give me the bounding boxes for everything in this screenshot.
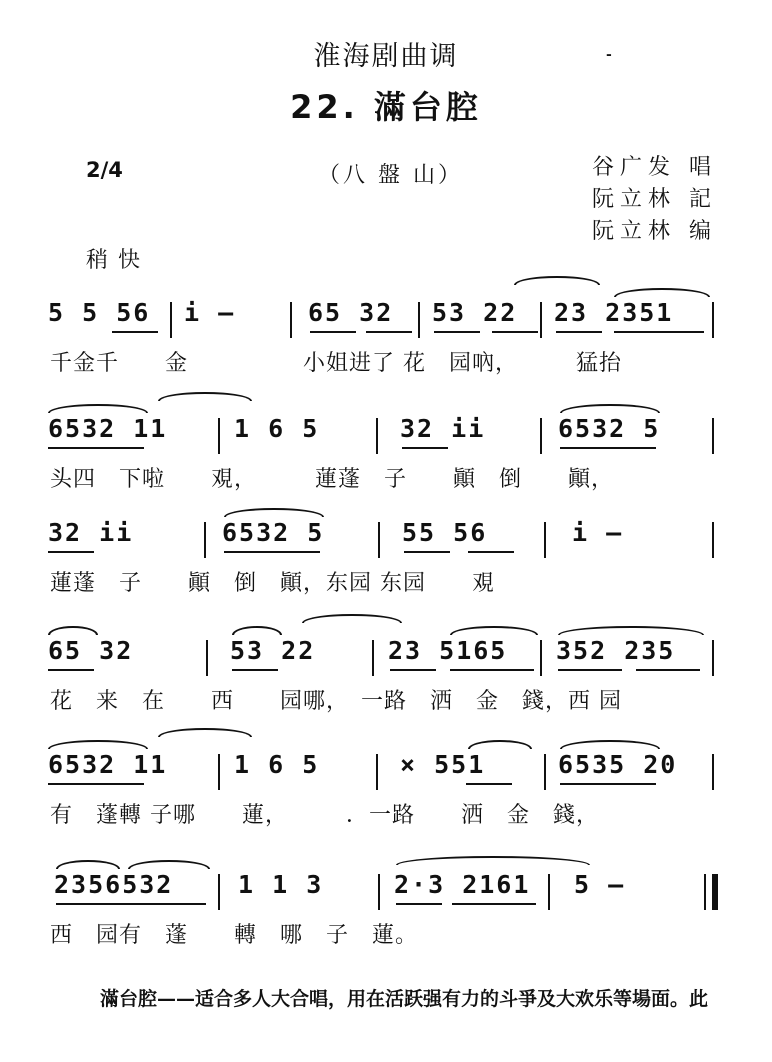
barline	[206, 640, 208, 676]
tie-arc	[48, 404, 148, 413]
barline	[372, 640, 374, 676]
beam-underline	[466, 783, 512, 785]
barline	[544, 522, 546, 558]
measure: 65 32	[48, 636, 134, 665]
beam-underline	[310, 331, 356, 333]
tie-arc	[56, 860, 120, 869]
beam-underline	[492, 331, 538, 333]
barline	[376, 418, 378, 454]
measure: 65 32	[308, 298, 394, 327]
barline	[540, 302, 542, 338]
beam-underline	[558, 669, 622, 671]
tie-arc	[232, 626, 282, 635]
measure: 1 6 5	[234, 414, 320, 443]
measure: 32 ii	[48, 518, 134, 547]
time-signature: 2/4	[86, 158, 123, 182]
beam-underline	[390, 669, 436, 671]
tie-arc	[560, 404, 660, 413]
beam-underline	[402, 447, 448, 449]
tie-arc	[396, 856, 590, 865]
beam-underline	[614, 331, 704, 333]
tie-arc	[128, 860, 210, 869]
tie-arc	[302, 614, 402, 623]
barline	[376, 754, 378, 790]
measure: 23 2351	[554, 298, 674, 327]
barline	[378, 874, 380, 910]
measure: 6532 11	[48, 750, 168, 779]
barline	[378, 522, 380, 558]
credit-arranger: 阮立林 编	[592, 219, 717, 244]
measure: × 551	[400, 750, 486, 779]
tie-arc	[514, 276, 600, 285]
beam-underline	[560, 783, 656, 785]
measure: 5 —	[574, 870, 626, 899]
measure: 1 6 5	[234, 750, 320, 779]
barline	[204, 522, 206, 558]
barline	[712, 754, 714, 790]
tie-arc	[450, 626, 538, 635]
lyrics-line-3: 蓮蓬 子 顚 倒 顚，东园 东园 覌	[50, 571, 495, 596]
measure: 23 5165	[388, 636, 508, 665]
final-barline-thick	[712, 874, 718, 910]
song-title: 22. 滿台腔	[290, 88, 482, 126]
barline	[418, 302, 420, 338]
lyrics-line-6: 西 园有 蓬 轉 哪 子 蓮。	[50, 923, 419, 948]
tie-arc	[48, 740, 148, 749]
barline	[712, 302, 714, 338]
measure: 2356532	[54, 870, 174, 899]
measure: 55 56	[402, 518, 488, 547]
credit-recorder: 阮立林 記	[592, 187, 717, 212]
beam-underline	[48, 669, 94, 671]
lyrics-line-4: 花 来 在 西 园哪， 一路 洒 金 錢，西 园	[50, 689, 622, 714]
barline	[712, 418, 714, 454]
beam-underline	[232, 669, 278, 671]
measure: 352 235	[556, 636, 676, 665]
tie-arc	[48, 626, 98, 635]
tie-arc	[224, 508, 324, 517]
tie-arc	[158, 728, 252, 737]
barline	[540, 418, 542, 454]
lyrics-line-1: 千金千 金 小姐进了 花 园吶， 猛抬	[50, 351, 622, 376]
beam-underline	[366, 331, 412, 333]
beam-underline	[450, 669, 534, 671]
beam-underline	[396, 903, 442, 905]
measure: 32 ii	[400, 414, 486, 443]
barline	[540, 640, 542, 676]
barline	[712, 640, 714, 676]
measure: 2·3 2161	[394, 870, 531, 899]
page-mark: -	[606, 47, 612, 63]
lyrics-line-5: 有 蓬轉 子哪 蓮， ．一路 洒 金 錢，	[50, 803, 599, 828]
measure: 6532 11	[48, 414, 168, 443]
beam-underline	[224, 551, 320, 553]
barline	[218, 418, 220, 454]
measure: i —	[184, 298, 236, 327]
beam-underline	[48, 447, 144, 449]
lyrics-line-2: 头四 下啦 覌， 蓮蓬 子 顚 倒 顚，	[50, 467, 615, 492]
beam-underline	[636, 669, 700, 671]
measure: 5 5 56	[48, 298, 151, 327]
measure: 53 22	[230, 636, 316, 665]
tie-arc	[560, 740, 660, 749]
tie-arc	[158, 392, 252, 401]
beam-underline	[434, 331, 480, 333]
barline	[544, 754, 546, 790]
footnote: 滿台腔——适合多人大合唱，用在活跃强有力的斗爭及大欢乐等場面。此	[100, 988, 709, 1010]
measure: 1 1 3	[238, 870, 324, 899]
tie-arc	[614, 288, 710, 297]
beam-underline	[556, 331, 602, 333]
barline	[290, 302, 292, 338]
tie-arc	[468, 740, 532, 749]
beam-underline	[48, 783, 144, 785]
barline	[548, 874, 550, 910]
barline	[218, 754, 220, 790]
beam-underline	[48, 551, 94, 553]
beam-underline	[112, 331, 158, 333]
barline	[712, 522, 714, 558]
tune-subtitle: （八 盤 山）	[318, 163, 463, 188]
songbook-series-title: 淮海剧曲调	[313, 41, 459, 72]
barline	[170, 302, 172, 338]
measure: 6532 5	[558, 414, 661, 443]
barline	[218, 874, 220, 910]
tie-arc	[558, 626, 704, 635]
beam-underline	[452, 903, 536, 905]
measure: 6535 20	[558, 750, 678, 779]
measure: i —	[572, 518, 624, 547]
beam-underline	[56, 903, 206, 905]
tempo-marking: 稍快	[86, 248, 151, 273]
beam-underline	[560, 447, 656, 449]
measure: 53 22	[432, 298, 518, 327]
beam-underline	[468, 551, 514, 553]
credit-singer: 谷广发 唱	[592, 155, 717, 180]
beam-underline	[404, 551, 450, 553]
final-barline-thin	[704, 874, 706, 910]
measure: 6532 5	[222, 518, 325, 547]
